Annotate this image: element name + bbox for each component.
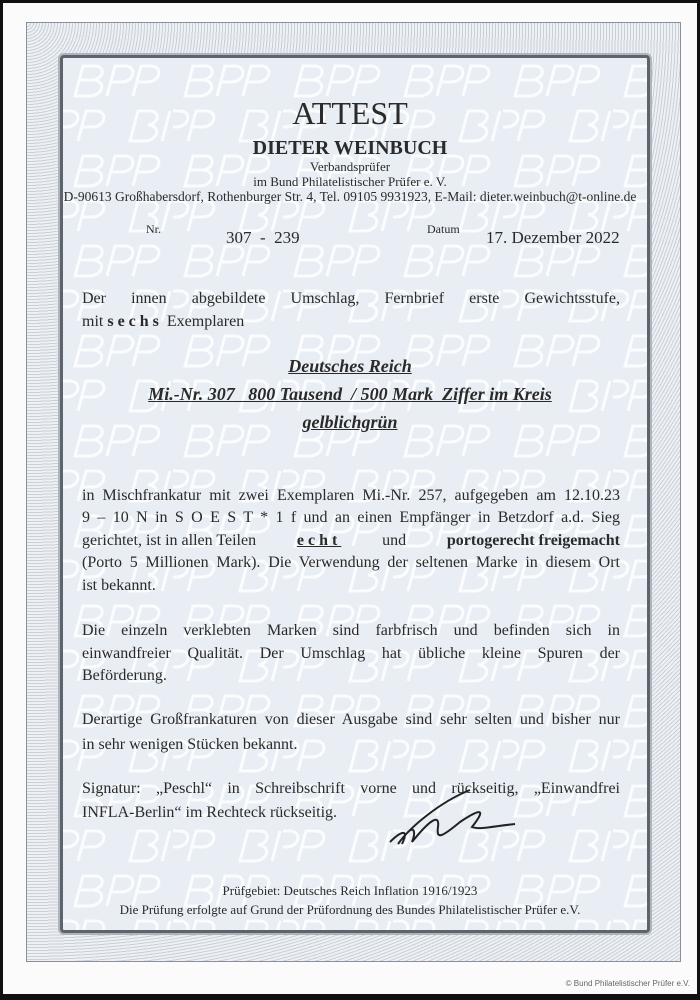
attest-title: ATTEST [292, 95, 408, 131]
nr-label: Nr. [146, 222, 161, 236]
para4-line-2: INFLA-Berlin“ im Rechteck rückseitig. [82, 804, 338, 821]
para2-line-1: Die einzeln verklebten Marken sind farbfrisch und befinden sich in [82, 622, 620, 639]
para3-line-1: Derartige Großfrankaturen von dieser Ausgabe sind sehr selten und bisher nur [82, 711, 620, 728]
examiner-address: D-90613 Großhabersdorf, Rothenburger Str. 4, Tel. 09105 9931923, E-Mail: dieter.weinbuch@t-online.de [63, 189, 637, 204]
para2-line-3: Beförderung. [82, 667, 167, 684]
examiner-org: im Bund Philatelistischer Prüfer e. V. [253, 174, 447, 189]
para3-line-2: in sehr wenigen Stücken bekannt. [82, 736, 298, 753]
stamp-catalog: Mi.-Nr. 307 800 Tausend / 500 Mark Ziffer im Kreis [148, 384, 552, 404]
para2-line-2: einwandfreier Qualität. Der Umschlag hat übliche kleine Spuren der [82, 645, 620, 662]
stamp-country: Deutsches Reich [288, 356, 412, 376]
para1-line-5: ist bekannt. [82, 577, 156, 594]
examiner-name: DIETER WEINBUCH [252, 137, 448, 159]
para1-line-2: 9 – 10 N in S O E S T * 1 f und an einen Empfänger in Betzdorf a.d. Sieg [82, 509, 620, 526]
para4-line-1: Signatur: „Peschl“ in Schreibschrift vorne und rückseitig, „Einwandfrei [82, 780, 620, 797]
para1-line-3: gerichtet, ist in allen Teilen echt und portogerecht freigemacht [82, 532, 620, 549]
certificate-number: 307 - 239 [226, 228, 300, 247]
certificate-date: 17. Dezember 2022 [486, 228, 620, 247]
intro-line-1: Der innen abgebildete Umschlag, Fernbrief erste Gewichtsstufe, [82, 290, 620, 307]
footer-exam-area: Prüfgebiet: Deutsches Reich Inflation 1916/1923 [222, 883, 478, 898]
para1-line-4: (Porto 5 Millionen Mark). Die Verwendung der seltenen Marke in diesem Ort [82, 554, 620, 571]
copyright: © Bund Philatelistischer Prüfer e.V. [565, 979, 690, 988]
footer-regulation: Die Prüfung erfolgte auf Grund der Prüfordnung des Bundes Philatelistischer Prüfer e.V. [119, 902, 581, 917]
para1-line-1: in Mischfrankatur mit zwei Exemplaren Mi.-Nr. 257, aufgegeben am 12.10.23 [82, 487, 620, 504]
intro-line-2: mit sechs Exemplaren [82, 313, 245, 330]
stamp-color: gelblichgrün [302, 412, 398, 432]
date-label: Datum [427, 222, 460, 236]
handwritten-signature [380, 782, 520, 852]
examiner-role: Verbandsprüfer [309, 159, 391, 174]
